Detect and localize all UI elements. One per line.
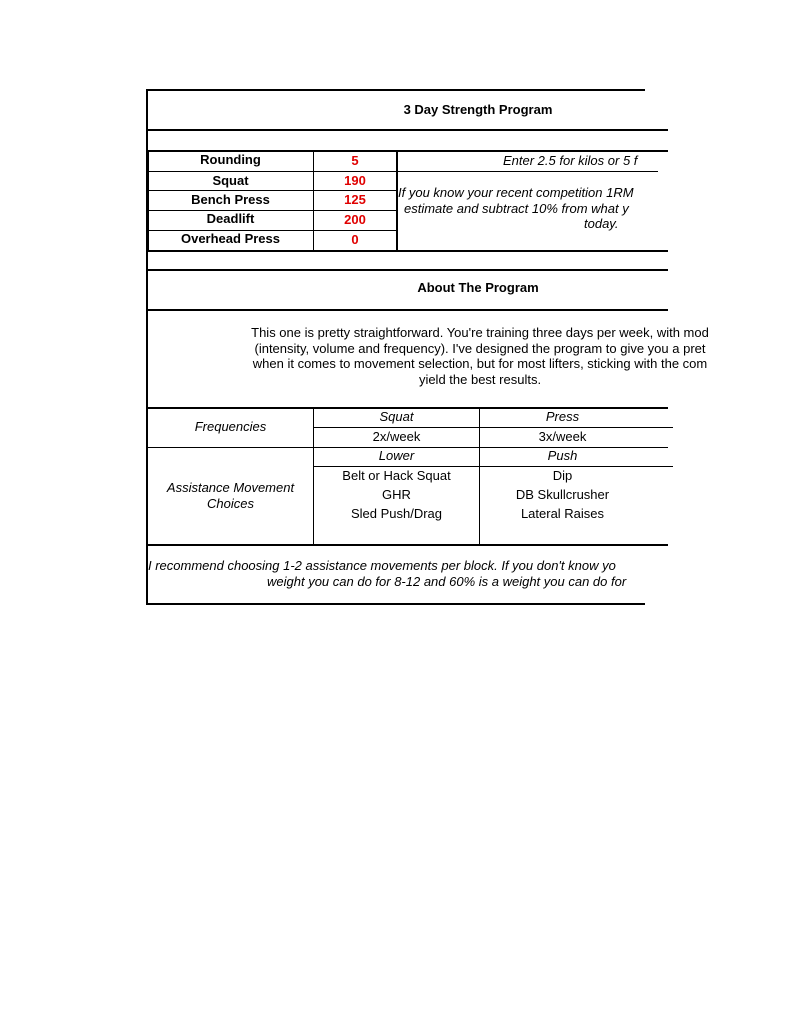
freq-value-press: 3x/week xyxy=(538,429,587,444)
note-line: estimate and subtract 10% from what y xyxy=(404,200,629,216)
divider xyxy=(148,250,668,252)
assist-item: Belt or Hack Squat xyxy=(342,468,451,483)
overhead-press-input[interactable]: 0 xyxy=(351,232,359,247)
assist-col-push: Push xyxy=(547,448,578,463)
assistance-label xyxy=(148,480,313,511)
note-line: today. xyxy=(584,216,619,231)
rounding-note: Enter 2.5 for kilos or 5 f xyxy=(503,153,638,168)
freq-col-press: Press xyxy=(545,409,580,424)
overhead-press-label: Overhead Press xyxy=(180,231,280,246)
divider xyxy=(148,171,396,172)
about-text xyxy=(148,325,812,387)
squat-input[interactable]: 190 xyxy=(344,173,366,188)
divider xyxy=(148,269,668,271)
assist-item: Sled Push/Drag xyxy=(350,506,443,521)
bench-press-input[interactable]: 125 xyxy=(344,192,366,207)
deadlift-label: Deadlift xyxy=(206,211,255,226)
about-line: yield the best results. xyxy=(418,371,542,387)
recommendation-line: I recommend choosing 1-2 assistance movements per block. If you don't know yo xyxy=(148,558,616,573)
about-heading: About The Program xyxy=(417,280,539,295)
assist-item: Lateral Raises xyxy=(520,506,605,521)
max-note xyxy=(398,185,758,232)
about-line: when it comes to movement selection, but for most lifters, sticking with the com xyxy=(252,356,708,371)
recommendation-line: weight you can do for 8-12 and 60% is a weight you can do for xyxy=(267,573,627,589)
rounding-input[interactable]: 5 xyxy=(351,153,359,168)
page-title: 3 Day Strength Program xyxy=(403,102,553,117)
frequencies-label: Frequencies xyxy=(194,419,267,434)
assistance-label-line: Choices xyxy=(207,495,254,511)
recommendation-text xyxy=(148,558,708,589)
divider xyxy=(148,544,668,546)
divider xyxy=(313,466,673,467)
assist-col-lower: Lower xyxy=(378,448,415,463)
rounding-label: Rounding xyxy=(200,152,261,167)
about-line: This one is pretty straightforward. You're training three days per week, with mod xyxy=(251,325,709,340)
deadlift-input[interactable]: 200 xyxy=(344,212,366,227)
about-line: (intensity, volume and frequency). I've designed the program to give you a pret xyxy=(254,340,706,356)
bench-press-label: Bench Press xyxy=(191,192,270,207)
divider xyxy=(148,309,668,311)
assist-item: GHR xyxy=(382,487,411,502)
assist-item: DB Skullcrusher xyxy=(515,487,610,502)
divider xyxy=(148,190,396,191)
freq-value-squat: 2x/week xyxy=(372,429,421,444)
assistance-label-line: Assistance Movement xyxy=(166,480,295,495)
divider xyxy=(148,129,668,131)
note-line: If you know your recent competition 1RM xyxy=(398,185,634,200)
divider xyxy=(398,171,658,172)
squat-label: Squat xyxy=(212,173,249,188)
spreadsheet xyxy=(146,89,709,605)
freq-col-squat: Squat xyxy=(379,409,414,424)
divider xyxy=(313,427,673,428)
assist-item: Dip xyxy=(552,468,573,483)
